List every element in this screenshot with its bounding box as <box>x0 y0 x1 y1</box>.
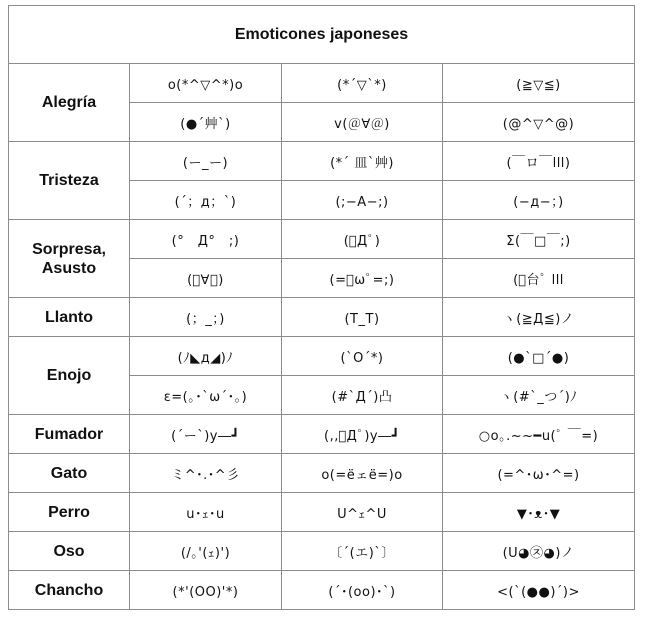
emoticon-text: (●`□´●) <box>507 350 570 366</box>
emoticon-text: ミ^･.･^彡 <box>171 467 240 483</box>
emoticon-cell <box>282 532 443 571</box>
emoticon-cell <box>443 103 635 142</box>
table-row <box>9 571 635 610</box>
emoticon-cell <box>130 415 282 454</box>
emoticon-cell <box>282 142 443 181</box>
emoticon-text: (ﾉ◣д◢)ﾉ <box>177 350 234 366</box>
emoticon-text: <(`(●●)´)> <box>497 584 580 600</box>
emoticon-table <box>8 5 635 610</box>
emoticon-cell <box>282 64 443 103</box>
title-row <box>9 6 635 64</box>
table-row <box>9 415 635 454</box>
emoticon-cell <box>130 220 282 259</box>
emoticon-cell <box>130 532 282 571</box>
emoticon-text: (U◕㉨◕)ノ <box>502 545 575 561</box>
emoticon-text: (−д−；) <box>513 194 564 210</box>
emoticon-text: (；_；) <box>186 311 225 327</box>
emoticon-cell <box>282 454 443 493</box>
emoticon-cell <box>443 337 635 376</box>
emoticon-text: (≧▽≦) <box>516 77 561 93</box>
emoticon-text: ▼･ᴥ･▼ <box>516 506 561 522</box>
emoticon-cell <box>130 571 282 610</box>
emoticon-cell <box>282 220 443 259</box>
emoticon-text: (´ー`)y―┛ <box>171 428 240 444</box>
emoticon-cell <box>130 454 282 493</box>
emoticon-text: (T_T) <box>344 311 380 327</box>
emoticon-cell <box>443 376 635 415</box>
emoticon-cell <box>443 532 635 571</box>
emoticon-text: (=ﾟωﾟ=;) <box>329 272 395 288</box>
emoticon-text: U^ｪ^U <box>337 506 387 522</box>
emoticon-text: (*´▽`*) <box>337 77 387 93</box>
emoticon-text: (●´艸`) <box>180 116 231 132</box>
emoticon-text: Σ(￣□￣;) <box>506 233 571 249</box>
emoticon-cell <box>443 415 635 454</box>
emoticon-cell <box>443 142 635 181</box>
table-row <box>9 64 635 103</box>
category-label: Enojo <box>9 337 130 415</box>
table-body <box>9 6 635 610</box>
emoticon-cell <box>443 220 635 259</box>
emoticon-text: (*´ 皿`艸) <box>330 155 394 171</box>
category-label: Fumador <box>9 415 130 454</box>
emoticon-cell <box>282 259 443 298</box>
emoticon-cell <box>282 181 443 220</box>
emoticon-text: ヽ(#`_つ´)ﾉ <box>499 389 578 405</box>
emoticon-cell <box>443 181 635 220</box>
emoticon-text: (´；д；`) <box>174 194 237 210</box>
emoticon-cell <box>282 298 443 337</box>
emoticon-text: (ﾟДﾟ) <box>343 233 381 249</box>
emoticon-text: (*'(OO)'*) <box>172 584 239 600</box>
emoticon-cell <box>282 571 443 610</box>
emoticon-text: (´･(oo)･`) <box>328 584 396 600</box>
emoticon-text: (@^▽^@) <box>502 116 575 132</box>
emoticon-text: ヽ(≧Д≦)ノ <box>502 311 575 327</box>
category-label: Llanto <box>9 298 130 337</box>
emoticon-cell <box>443 571 635 610</box>
table-title: Emoticones japoneses <box>9 6 635 64</box>
emoticon-text: (/｡'(ｪ)') <box>180 545 231 561</box>
emoticon-cell <box>130 259 282 298</box>
emoticon-text: (ー_ー) <box>182 155 229 171</box>
table-row <box>9 532 635 571</box>
category-label: Gato <box>9 454 130 493</box>
emoticon-text: v(＠∀＠) <box>334 116 390 132</box>
emoticon-text: (ﾟ台ﾟ lll <box>513 272 564 288</box>
emoticon-cell <box>282 415 443 454</box>
emoticon-text: ε=(｡･`ω´･｡) <box>163 389 248 405</box>
emoticon-text: ○o｡.~~━u(ﾟ ￣=) <box>478 428 599 444</box>
table-row <box>9 493 635 532</box>
emoticon-cell <box>282 493 443 532</box>
table-row <box>9 337 635 376</box>
emoticon-text: 〔´(エ)`〕 <box>329 545 395 561</box>
emoticon-text: (#`Д´)凸 <box>331 389 393 405</box>
category-label: Sorpresa, Asusto <box>9 220 130 298</box>
table-row <box>9 454 635 493</box>
emoticon-text: (;−A−;) <box>335 194 389 210</box>
emoticon-cell <box>130 181 282 220</box>
emoticon-cell <box>282 376 443 415</box>
emoticon-cell <box>443 454 635 493</box>
emoticon-cell <box>130 298 282 337</box>
emoticon-cell <box>130 103 282 142</box>
emoticon-cell <box>443 64 635 103</box>
emoticon-cell <box>130 337 282 376</box>
emoticon-text: (° Д° ;) <box>171 233 240 249</box>
category-label: Alegría <box>9 64 130 142</box>
emoticon-text: (,,ﾟДﾟ)y―┛ <box>324 428 400 444</box>
emoticon-text: (=^･ω･^=) <box>497 467 580 483</box>
table-row <box>9 298 635 337</box>
emoticon-cell <box>443 493 635 532</box>
category-label: Chancho <box>9 571 130 610</box>
emoticon-cell <box>130 64 282 103</box>
emoticon-text: o(=ëェë=)o <box>321 467 403 483</box>
emoticon-text: (`O´*) <box>340 350 384 366</box>
emoticon-text: u･ｪ･u <box>186 506 225 522</box>
emoticon-cell <box>130 376 282 415</box>
table-row <box>9 220 635 259</box>
category-label: Perro <box>9 493 130 532</box>
emoticon-cell <box>282 103 443 142</box>
emoticon-text: o(*^▽^*)o <box>167 77 244 93</box>
category-label: Oso <box>9 532 130 571</box>
table-row <box>9 142 635 181</box>
emoticon-cell <box>282 337 443 376</box>
emoticon-cell <box>130 142 282 181</box>
emoticon-cell <box>130 493 282 532</box>
emoticon-cell <box>443 259 635 298</box>
category-label: Tristeza <box>9 142 130 220</box>
emoticon-cell <box>443 298 635 337</box>
emoticon-text: (ﾟ∀｡) <box>187 272 224 288</box>
emoticon-text: (￣ロ￣lll) <box>506 155 571 171</box>
